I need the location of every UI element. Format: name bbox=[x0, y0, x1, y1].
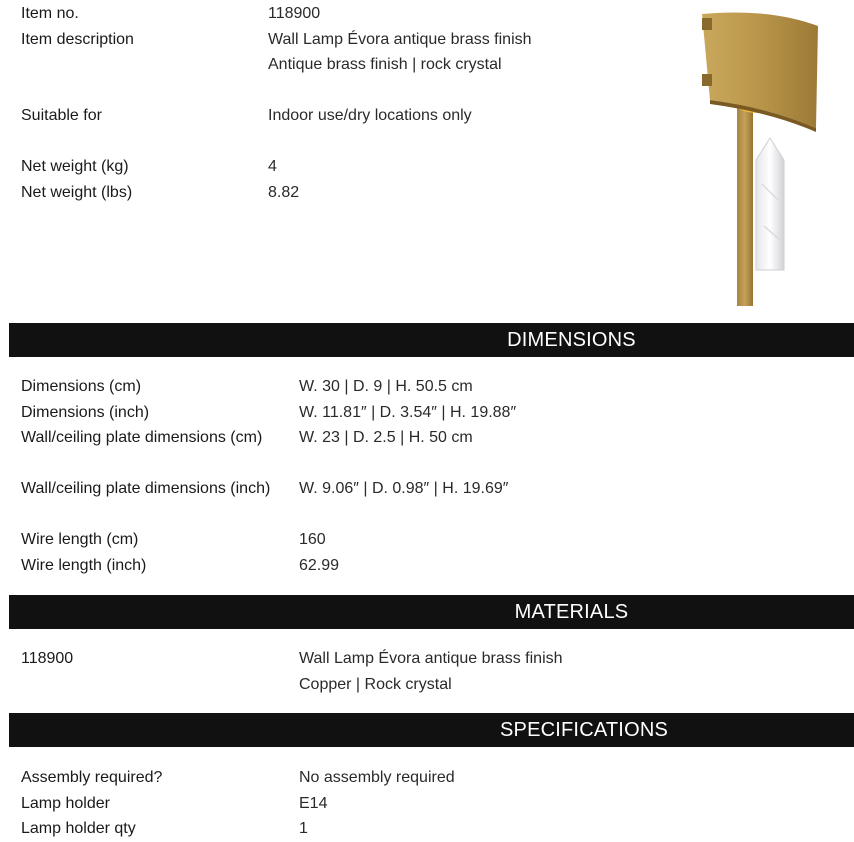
item-description-value: Wall Lamp Évora antique brass finish bbox=[268, 30, 532, 48]
net-weight-kg-value: 4 bbox=[268, 158, 277, 175]
net-weight-lbs-value: 8.82 bbox=[268, 183, 300, 201]
item-description-finish: Antique brass finish | rock crystal bbox=[268, 56, 502, 73]
assembly-required-value: No assembly required bbox=[299, 769, 455, 786]
suitable-for-value: Indoor use/dry locations only bbox=[268, 107, 472, 124]
wire-length-inch-label: Wire length (inch) bbox=[21, 556, 147, 574]
suitable-for-label: Suitable for bbox=[21, 107, 102, 124]
item-description-label: Item description bbox=[21, 30, 134, 48]
lamp-holder-qty-label: Lamp holder qty bbox=[21, 820, 136, 837]
lamp-holder-label: Lamp holder bbox=[21, 794, 110, 812]
materials-description: Wall Lamp Évora antique brass finish bbox=[299, 650, 563, 667]
wall-lamp-product-image bbox=[690, 4, 830, 314]
lamp-holder-value: E14 bbox=[299, 794, 328, 812]
item-no-value: 118900 bbox=[268, 5, 321, 22]
plate-dimensions-inch-value: W. 9.06″ | D. 0.98″ | H. 19.69″ bbox=[299, 480, 509, 497]
wire-length-cm-value: 160 bbox=[299, 531, 326, 548]
net-weight-lbs-label: Net weight (lbs) bbox=[21, 183, 133, 201]
assembly-required-label: Assembly required? bbox=[21, 769, 163, 786]
net-weight-kg-label: Net weight (kg) bbox=[21, 158, 129, 175]
materials-heading: MATERIALS bbox=[514, 601, 629, 623]
dimensions-heading: DIMENSIONS bbox=[507, 329, 636, 351]
dimensions-cm-value: W. 30 | D. 9 | H. 50.5 cm bbox=[299, 378, 473, 395]
dimensions-cm-label: Dimensions (cm) bbox=[21, 378, 142, 395]
dimensions-inch-value: W. 11.81″ | D. 3.54″ | H. 19.88″ bbox=[299, 403, 517, 421]
plate-dimensions-cm-label: Wall/ceiling plate dimensions (cm) bbox=[21, 429, 263, 446]
specifications-heading: SPECIFICATIONS bbox=[500, 719, 669, 741]
dimensions-inch-label: Dimensions (inch) bbox=[21, 403, 150, 421]
wire-length-inch-value: 62.99 bbox=[299, 556, 340, 574]
materials-code: 118900 bbox=[21, 650, 74, 667]
dimensions-header bbox=[9, 323, 854, 357]
materials-composition: Copper | Rock crystal bbox=[299, 675, 452, 693]
specifications-header bbox=[9, 713, 854, 747]
materials-header bbox=[9, 595, 854, 629]
plate-dimensions-cm-value: W. 23 | D. 2.5 | H. 50 cm bbox=[299, 429, 473, 446]
lamp-holder-qty-value: 1 bbox=[299, 820, 308, 837]
item-no-label: Item no. bbox=[21, 5, 79, 22]
plate-dimensions-inch-label: Wall/ceiling plate dimensions (inch) bbox=[21, 480, 271, 497]
wire-length-cm-label: Wire length (cm) bbox=[21, 531, 139, 548]
